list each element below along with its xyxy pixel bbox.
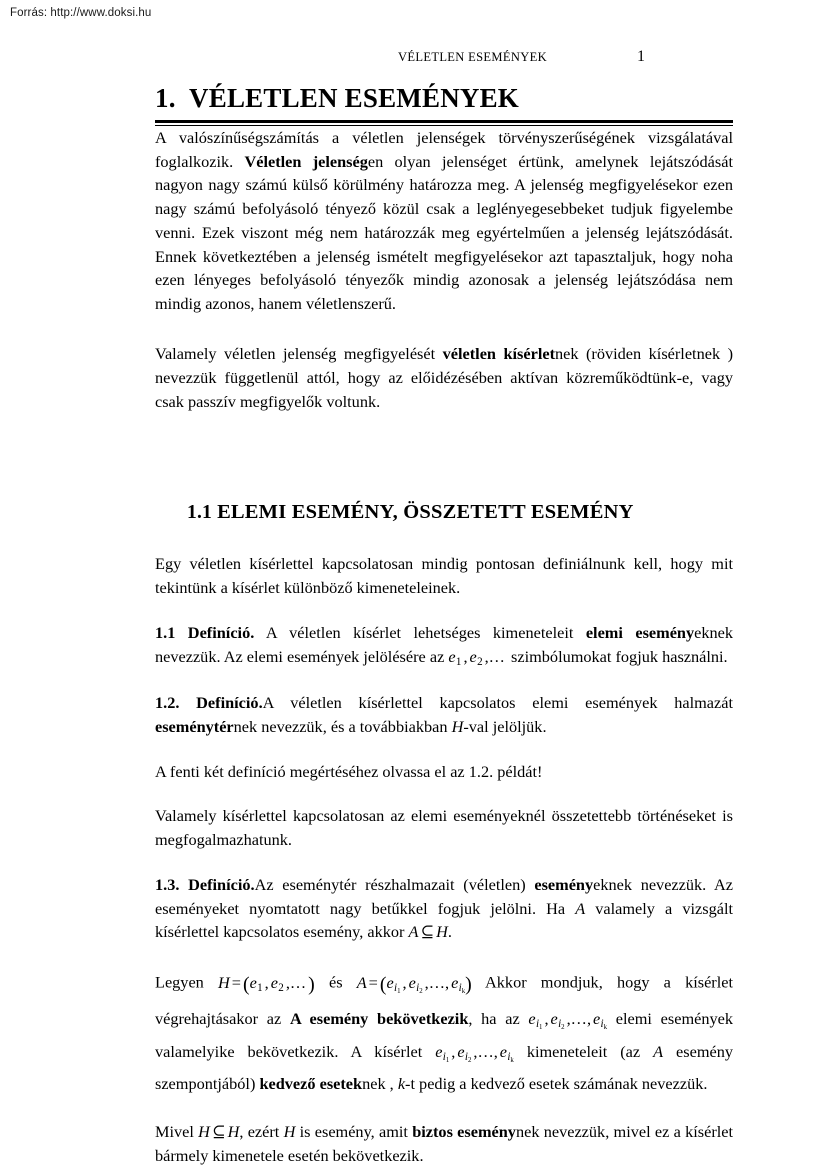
term-biztos-esemeny: biztos esemény	[412, 1122, 516, 1142]
definition-1-2-text-c: -val jelöljük.	[463, 716, 547, 736]
definition-1-2	[155, 691, 733, 739]
math-H-subset-H: H ⊆ H	[198, 1122, 240, 1142]
heading-spacer	[155, 413, 733, 501]
heading-after-spacer	[155, 524, 733, 552]
intro-1-text-a: A valószínűségszámítás a véletlen jelenségek törvényszerűségének vizsgálatával foglalkozik.	[155, 127, 733, 171]
page-content-column	[155, 0, 733, 1168]
math-elemi-esemeny-symbols: e1 , e2 ,…	[448, 646, 505, 668]
paragraph-mivel	[155, 1120, 733, 1168]
section-number: 1.1	[187, 502, 212, 524]
page-number: 1	[636, 48, 645, 65]
legyen-text-d: , ha az	[468, 1009, 529, 1029]
legyen-text-c: Akkor mondjuk, hogy a kísérlet végrehajtásakor az	[155, 972, 734, 1029]
paragraph-example-reference: A fenti két definíció megértéséhez olvassa el az 1.2. példát!	[155, 761, 543, 781]
intro-1-text-b: en olyan jelenséget értünk, amelynek lejátszódását nagyon nagy számú külső körülmény határozza meg. A jelenség megfigyelésekor ezen nagy számú befolyásoló tényező közül csak a leglényegesebbeket tudjuk figyelembe venni. Ezek viszont még nem határozzák meg egyértelműen a jelenség lejátszódását. Ennek következtében a jelenség ismételt megfigyelésekor azt tapasztaljuk, hogy noha ezen lényeges befolyásoló tényezők mindig azonosak a jelenség lejátszódása nem mindig azonos, hanem véletlenszerű.	[155, 151, 733, 314]
definition-1-3	[155, 873, 733, 944]
intro-2-text-a: Valamely véletlen jelenség megfigyelését	[155, 343, 443, 363]
definition-1-1-text-a: A véletlen kísérlet lehetséges kimeneteleit	[254, 622, 586, 642]
legyen-text-i: -t pedig a kedvező esetek számának nevezzük.	[405, 1074, 708, 1094]
definition-1-1	[155, 621, 733, 670]
math-var-A-2: A	[653, 1041, 664, 1061]
math-var-A: A	[575, 898, 586, 918]
definition-1-3-label: 1.3. Definíció.	[155, 874, 255, 894]
math-var-H: H	[451, 716, 464, 736]
paragraph-legyen	[155, 965, 733, 1099]
chapter-title: 1. VÉLETLEN ESEMÉNYEK	[155, 83, 519, 113]
term-veletlen-jelenseg: Véletlen jelenség	[244, 151, 368, 171]
section-title: ELEMI ESEMÉNY, ÖSSZETETT ESEMÉNY	[217, 501, 634, 524]
math-var-k: k	[397, 1074, 406, 1094]
mivel-text-b: , ezért	[239, 1122, 284, 1142]
math-var-H-2: H	[283, 1122, 296, 1142]
definition-1-3-text-d: .	[447, 922, 452, 942]
definition-1-2-text-a: A véletlen kísérlettel kapcsolatos elemi események halmazát	[262, 692, 733, 712]
running-head-title: VÉLETLEN ESEMÉNYEK	[398, 50, 547, 64]
definition-1-1-label: 1.1 Definíció.	[155, 622, 255, 642]
definition-1-2-text-b: nek nevezzük, és a továbbiakban	[233, 716, 452, 736]
term-A-esemeny-bekovetkezik: A esemény bekövetkezik	[289, 1009, 469, 1029]
term-veletlen-kiserlet: véletlen kísérlet	[442, 343, 556, 363]
legyen-text-b: és	[314, 972, 357, 992]
paragraph-section-intro: Egy véletlen kísérlettel kapcsolatosan mindig pontosan definiálnunk kell, hogy mit tekintünk a kísérlet különböző kimeneteleinek.	[155, 554, 733, 598]
running-head	[155, 48, 733, 66]
paragraph-intro-1	[155, 126, 733, 316]
mivel-text-d: nek nevezzük, mivel ez a kísérlet bármely kimenetele esetén bekövetkezik.	[155, 1122, 734, 1166]
definition-1-3-text-b: eknek nevezzük. Az eseményeket nyomtatott nagy betűkkel fogjuk jelölni. Ha	[155, 874, 734, 918]
math-A-definition: A = (ei1 , ei2 ,…, eik)	[356, 972, 472, 996]
definition-1-3-text-a: Az eseménytér részhalmazait (véletlen)	[254, 874, 535, 894]
math-H-definition: H = (e1 , e2 ,… )	[218, 972, 315, 996]
intro-2-text-b: nek (röviden kísérletnek ) nevezzük függetlenül attól, hogy az előidézésében aktívan közreműködtünk-e, vagy csak passzív megfigyelők voltunk.	[155, 343, 733, 411]
math-e-subscript-list-1: ei1 , ei2 ,…, eik	[528, 1009, 608, 1032]
legyen-text-h: nek ,	[362, 1074, 398, 1094]
term-kedvezo-esetek: kedvező esetek	[259, 1074, 363, 1094]
mivel-text-c: is esemény, amit	[295, 1122, 413, 1142]
term-esemeny: esemény	[534, 874, 594, 894]
definition-1-2-label: 1.2. Definíció.	[155, 692, 263, 712]
term-esemenyter: eseménytér	[155, 716, 234, 736]
legyen-text-f: kimeneteleit (az	[513, 1041, 654, 1061]
legyen-text-g: esemény szempontjából)	[155, 1041, 733, 1094]
math-A-subset-H: A ⊆ H	[408, 922, 448, 942]
legyen-text-e: elemi események valamelyike bekövetkezik. A kísérlet	[155, 1009, 733, 1061]
paragraph-intro-2	[155, 342, 733, 413]
legyen-text-a: Legyen	[155, 972, 218, 992]
source-watermark: Forrás: http://www.doksi.hu	[10, 7, 152, 19]
term-elemi-esemeny: elemi esemény	[585, 622, 695, 642]
math-e-subscript-list-2: ei1 , ei2 ,…, eik	[435, 1041, 514, 1064]
definition-1-1-text-c: szimbólumokat fogjuk használni.	[506, 646, 728, 666]
definition-1-3-text-c: valamely a vizsgált kísérlettel kapcsolatos esemény, akkor	[155, 898, 733, 942]
definition-1-1-text-b: eknek nevezzük. Az elemi események jelölésére az	[155, 622, 733, 666]
paragraph-composite-events: Valamely kísérlettel kapcsolatosan az elemi eseményeknél összetettebb történéseket is megfogalmazhatunk.	[155, 806, 733, 850]
section-heading-1-1	[155, 501, 733, 524]
mivel-text-a: Mivel	[155, 1122, 199, 1142]
